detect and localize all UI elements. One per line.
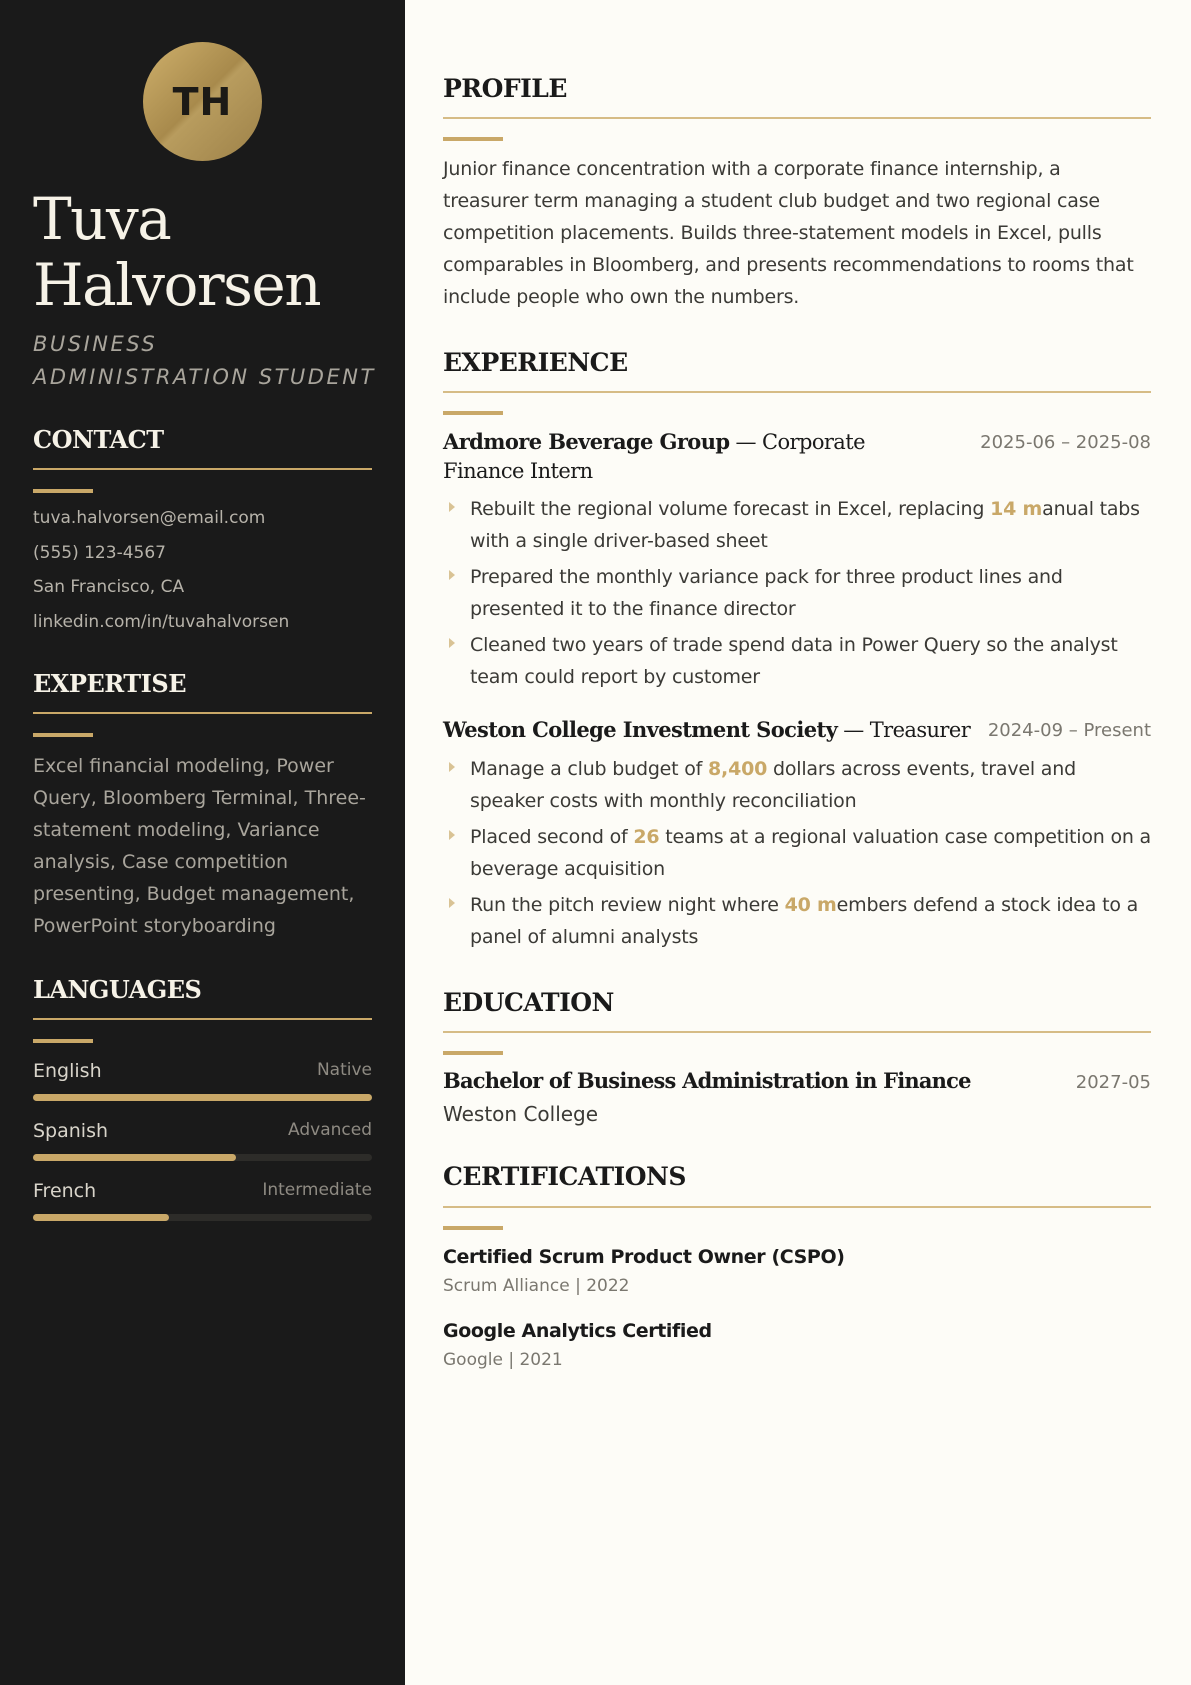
language-level: Native xyxy=(316,1060,372,1080)
job-bullets xyxy=(443,753,1151,957)
list-item: Rebuilt the regional volume forecast in Excel, replacing 14 manual tabs with a single driver-based sheet xyxy=(443,493,1151,557)
job-org: Weston College Investment Society xyxy=(443,717,838,742)
education-school: Weston College xyxy=(443,1102,599,1126)
candidate-role: BUSINESS ADMINISTRATION STUDENT xyxy=(33,332,376,389)
education-heading: EDUCATION xyxy=(443,988,614,1017)
job-bullets xyxy=(443,493,1151,697)
job-title xyxy=(443,715,1003,745)
certifications-accent xyxy=(443,1226,503,1230)
list-item: Manage a club budget of 8,400 dollars across events, travel and speaker costs with monthly reconciliation xyxy=(443,753,1151,817)
job-role: Treasurer xyxy=(869,718,971,742)
language-level: Intermediate xyxy=(262,1180,372,1200)
certification-meta: Google | 2021 xyxy=(443,1350,563,1370)
language-bar xyxy=(33,1154,372,1161)
list-item: Cleaned two years of trade spend data in Power Query so the analyst team could report by customer xyxy=(443,629,1151,693)
job-separator: — xyxy=(729,430,763,454)
profile-summary: Junior finance concentration with a corporate finance internship, a treasurer term managing a student club budget and two regional case competition placements. Builds three-statement models in Excel, pulls comparables in Bloomberg, and presents recommendations to rooms that include people who own the numbers. xyxy=(443,158,1134,308)
language-level: Advanced xyxy=(288,1120,372,1140)
name-last: Halvorsen xyxy=(33,251,321,319)
language-bar-fill xyxy=(33,1094,372,1101)
contact-email[interactable]: tuva.halvorsen@email.com xyxy=(33,508,266,528)
certifications-rule xyxy=(443,1206,1151,1208)
bullet-arrow-icon xyxy=(449,502,455,512)
bullet-arrow-icon xyxy=(449,570,455,580)
education-date: 2027-05 xyxy=(1075,1072,1151,1093)
language-name: French xyxy=(33,1180,97,1202)
profile-heading: PROFILE xyxy=(443,74,567,103)
experience-accent xyxy=(443,411,503,415)
bullet-arrow-icon xyxy=(449,638,455,648)
contact-location: San Francisco, CA xyxy=(33,577,185,597)
job-role: Corporate Finance Intern xyxy=(443,430,865,483)
language-bar xyxy=(33,1214,372,1221)
experience-heading: EXPERIENCE xyxy=(443,348,628,377)
job-title xyxy=(443,427,933,486)
avatar-initials: TH xyxy=(172,79,233,124)
certifications-heading: CERTIFICATIONS xyxy=(443,1162,686,1191)
candidate-name xyxy=(33,186,378,318)
expertise-accent xyxy=(33,733,93,737)
languages-accent xyxy=(33,1039,93,1043)
list-item: Prepared the monthly variance pack for three product lines and presented it to the finance director xyxy=(443,561,1151,625)
main-content xyxy=(443,0,1151,1685)
language-bar-fill xyxy=(33,1214,169,1221)
language-name: English xyxy=(33,1060,102,1082)
job-org: Ardmore Beverage Group xyxy=(443,429,730,454)
bullet-arrow-icon xyxy=(449,898,455,908)
job-separator: — xyxy=(837,718,870,742)
bullet-arrow-icon xyxy=(449,762,455,772)
job-dates: 2024-09 – Present xyxy=(987,720,1151,741)
education-degree: Bachelor of Business Administration in Finance xyxy=(443,1068,971,1093)
profile-rule xyxy=(443,117,1151,119)
certification-name: Certified Scrum Product Owner (CSPO) xyxy=(443,1246,845,1268)
list-item: Placed second of 26 teams at a regional valuation case competition on a beverage acquisition xyxy=(443,821,1151,885)
contact-phone[interactable]: (555) 123-4567 xyxy=(33,543,166,563)
experience-rule xyxy=(443,391,1151,393)
certification-name: Google Analytics Certified xyxy=(443,1320,712,1342)
language-name: Spanish xyxy=(33,1120,109,1142)
expertise-heading: EXPERTISE xyxy=(33,669,186,698)
languages-rule xyxy=(33,1018,372,1020)
avatar xyxy=(143,42,262,161)
expertise-rule xyxy=(33,712,372,714)
sidebar xyxy=(0,0,405,1685)
languages-heading: LANGUAGES xyxy=(33,975,202,1004)
contact-heading: CONTACT xyxy=(33,425,164,454)
list-item: Run the pitch review night where 40 members defend a stock idea to a panel of alumni analysts xyxy=(443,889,1151,953)
language-bar xyxy=(33,1094,372,1101)
contact-linkedin[interactable]: linkedin.com/in/tuvahalvorsen xyxy=(33,612,290,632)
profile-accent xyxy=(443,137,503,141)
contact-accent xyxy=(33,489,93,493)
education-accent xyxy=(443,1051,503,1055)
certification-meta: Scrum Alliance | 2022 xyxy=(443,1276,630,1296)
education-rule xyxy=(443,1031,1151,1033)
job-dates: 2025-06 – 2025-08 xyxy=(980,432,1151,453)
bullet-arrow-icon xyxy=(449,830,455,840)
language-bar-fill xyxy=(33,1154,236,1161)
expertise-list: Excel financial modeling, Power Query, Bloomberg Terminal, Three-statement modeling, Variance analysis, Case competition presenting, Budget management, PowerPoint storyboarding xyxy=(33,755,366,937)
name-first: Tuva xyxy=(33,185,171,253)
contact-rule xyxy=(33,468,372,470)
